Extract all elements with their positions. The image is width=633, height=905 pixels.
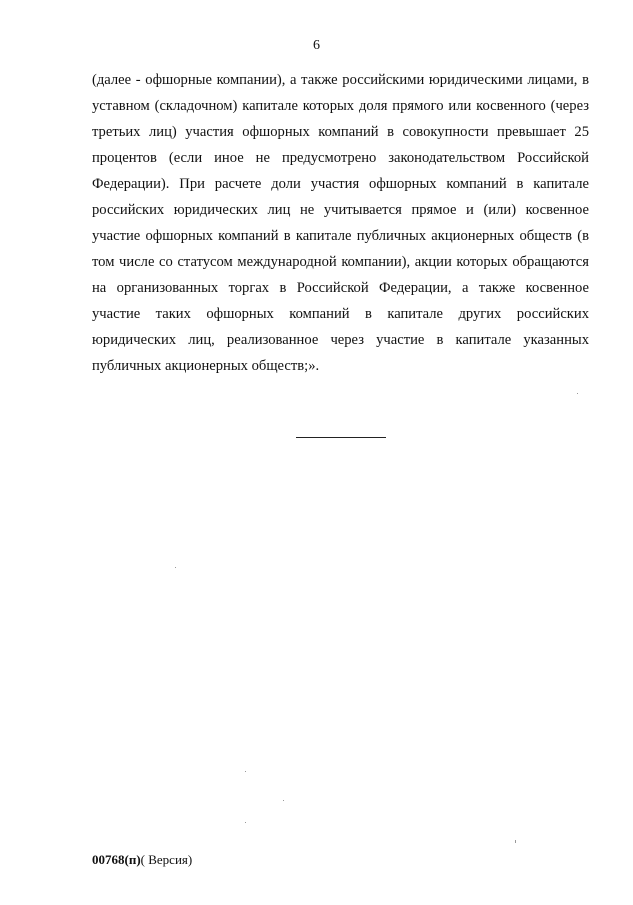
page-number: 6 [313,38,320,53]
paragraph-line: (далее - офшорные компании), а также российскими юридическими лицами, в [92,72,589,88]
scan-speck [515,840,516,843]
scan-speck [245,822,246,823]
footer-code: 00768(п) [92,852,141,867]
paragraph-line: третьих лиц) участия офшорных компаний в совокупности превышает 25 [92,124,589,140]
paragraph-line: юридических лиц, реализованное через участие в капитале указанных [92,332,589,348]
body-paragraph [92,67,589,379]
paragraph-line: на организованных торгах в Российской Федерации, а также косвенное [92,280,589,296]
paragraph-line: процентов (если иное не предусмотрено законодательством Российской [92,150,589,166]
paragraph-line: уставном (складочном) капитале которых доля прямого или косвенного (через [92,98,589,114]
paragraph-line: публичных акционерных обществ;». [92,358,320,374]
paragraph-line: участие офшорных компаний в капитале публичных акционерных обществ (в [92,228,589,244]
scan-speck [577,393,578,394]
paragraph-line: том числе со статусом международной компании), акции которых обращаются [92,254,589,270]
footer-version: ( Версия) [140,852,193,867]
paragraph-line: участие таких офшорных компаний в капитале других российских [92,306,589,322]
footer-document-code [92,852,192,868]
separator-line [296,437,386,438]
scan-speck [283,800,284,801]
scan-speck [175,567,176,568]
paragraph-line: Федерации). При расчете доли участия офшорных компаний в капитале [92,176,589,192]
paragraph-line: российских юридических лиц не учитывается прямое и (или) косвенное [92,202,589,218]
scan-speck [245,771,246,772]
